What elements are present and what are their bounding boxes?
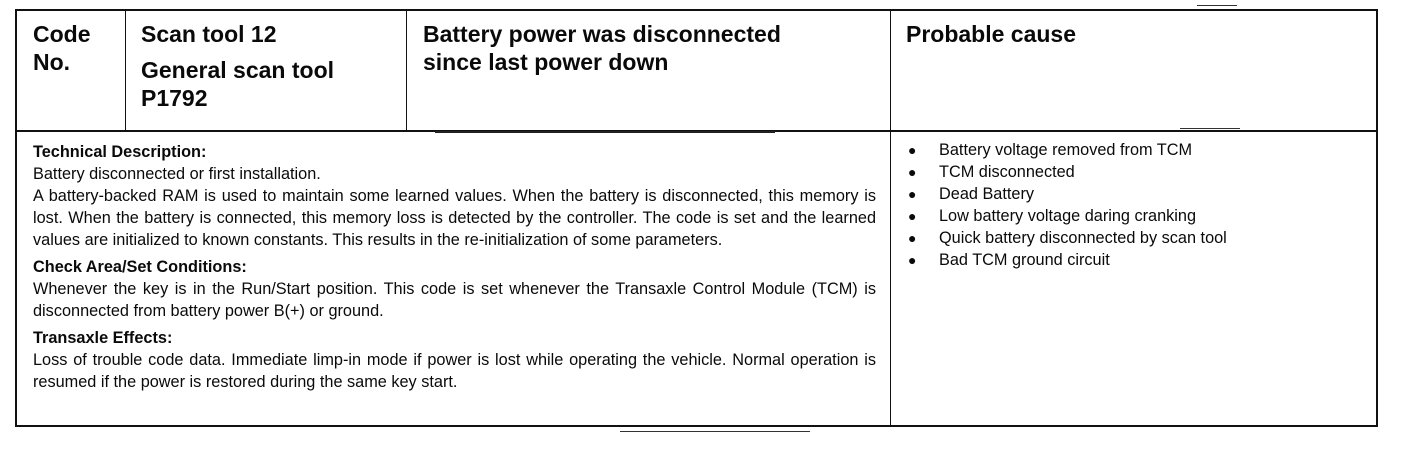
general-scan-tool-label: General scan tool [141,57,335,83]
scan-artifact-line [1197,5,1237,6]
general-scan-tool [141,56,406,112]
technical-description-heading: Technical Description: [33,143,207,161]
list-item [907,249,1378,271]
cause-text: Dead Battery [939,185,1035,203]
condition-line-2: since last power down [423,49,669,75]
dtc-code: P1792 [141,85,208,111]
technical-description-section [33,141,876,251]
bullet-icon: ● [908,208,917,224]
check-area-section [33,256,876,322]
list-item [907,205,1378,227]
table-header [17,11,1376,132]
cause-text: TCM disconnected [939,163,1075,181]
bullet-icon: ● [908,230,917,246]
scan-tool-12: Scan tool 12 [141,21,277,47]
technical-description-line: Battery disconnected or first installation. [33,165,321,183]
cause-text: Low battery voltage daring cranking [939,207,1197,225]
condition-header [407,11,891,130]
probable-cause-title: Probable cause [906,21,1077,47]
list-item [907,139,1378,161]
probable-cause-cell [891,132,1378,425]
cause-text: Quick battery disconnected by scan tool [939,229,1227,247]
transaxle-effects-text: Loss of trouble code data. Immediate limp-in mode if power is lost while operating the vehicle. Normal operation is resumed if the power is restored during the same key start. [33,351,876,391]
code-no-line-2: No. [33,49,71,75]
bullet-icon: ● [908,186,917,202]
probable-cause-list [907,139,1378,271]
scan-tool-header [126,11,407,130]
code-no-header [17,11,126,130]
transaxle-effects-section [33,327,876,393]
description-cell [17,132,891,425]
bullet-icon: ● [908,252,917,268]
technical-description-paragraph: A battery-backed RAM is used to maintain some learned values. When the battery is disconnected, this memory is lost. When the battery is connected, this memory loss is detected by the controller. The code is set and the learned values are initialized to known constants. This results in the re-initialization of some parameters. [33,187,876,249]
bullet-icon: ● [908,164,917,180]
list-item [907,227,1378,249]
scan-artifact-line [620,431,810,432]
scan-artifact-line [1180,128,1240,129]
cause-text: Bad TCM ground circuit [939,251,1110,269]
code-no-line-1: Code [33,21,91,47]
scan-artifact-line [435,131,775,133]
check-area-text: Whenever the key is in the Run/Start position. This code is set whenever the Transaxle Control Module (TCM) is disconnected from battery power B(+) or ground. [33,280,876,320]
list-item [907,183,1378,205]
probable-cause-header [891,11,1378,130]
list-item [907,161,1378,183]
dtc-table [15,9,1378,427]
bullet-icon: ● [908,142,917,158]
transaxle-effects-heading: Transaxle Effects: [33,329,173,347]
cause-text: Battery voltage removed from TCM [939,141,1193,159]
condition-line-1: Battery power was disconnected [423,21,781,47]
check-area-heading: Check Area/Set Conditions: [33,258,247,276]
